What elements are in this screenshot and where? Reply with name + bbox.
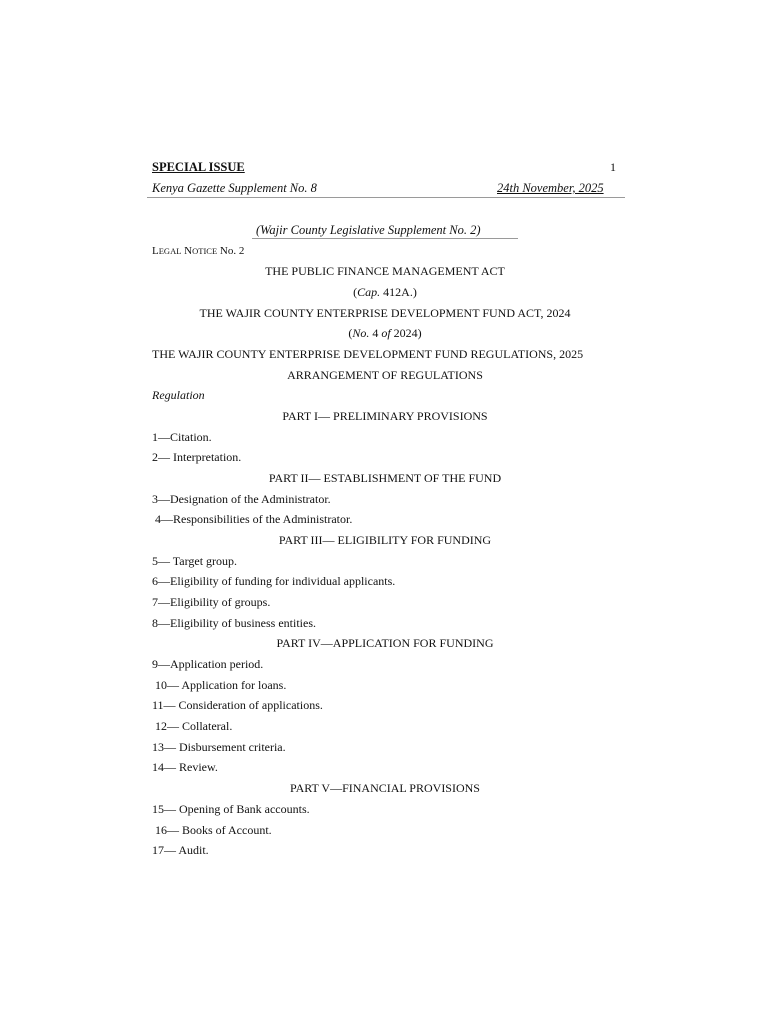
county-supplement-divider [252, 238, 518, 239]
regulation-item: 16— Books of Account. [155, 823, 272, 837]
regulation-item: 8—Eligibility of business entities. [152, 616, 316, 630]
regulation-item: 15— Opening of Bank accounts. [152, 802, 310, 816]
regulation-item: 9—Application period. [152, 657, 264, 671]
regulation-item: 2— Interpretation. [152, 450, 242, 464]
regulation-item: 5— Target group. [152, 554, 238, 568]
act-title-wajir-fund: THE WAJIR COUNTY ENTERPRISE DEVELOPMENT FUND ACT, 2024 [199, 306, 571, 320]
regulation-item: 4—Responsibilities of the Administrator. [155, 512, 353, 526]
regulation-item: 14— Review. [152, 760, 218, 774]
county-supplement-title: (Wajir County Legislative Supplement No. 2) [256, 223, 481, 237]
act-title-pfm: THE PUBLIC FINANCE MANAGEMENT ACT [265, 264, 505, 278]
gazette-supplement-title: Kenya Gazette Supplement No. 8 [152, 181, 317, 195]
regulation-item: 10— Application for loans. [155, 678, 287, 692]
regulation-item: 12— Collateral. [155, 719, 233, 733]
regulations-title: THE WAJIR COUNTY ENTERPRISE DEVELOPMENT FUND REGULATIONS, 2025 [152, 347, 584, 361]
legal-notice: LEGAL NOTICE No. 2 [152, 245, 245, 257]
act-number-reference: (No. 4 of 2024) [348, 326, 422, 340]
arrangement-heading: ARRANGEMENT OF REGULATIONS [287, 368, 483, 382]
part-heading: PART IV—APPLICATION FOR FUNDING [276, 636, 494, 650]
regulation-item: 1—Citation. [152, 430, 212, 444]
regulation-item: 6—Eligibility of funding for individual applicants. [152, 574, 396, 588]
regulation-column-label: Regulation [152, 388, 205, 402]
regulation-item: 3—Designation of the Administrator. [152, 492, 331, 506]
part-heading: PART I— PRELIMINARY PROVISIONS [282, 409, 488, 423]
regulation-item: 11— Consideration of applications. [152, 698, 323, 712]
regulation-item: 17— Audit. [152, 843, 209, 857]
regulation-item: 7—Eligibility of groups. [152, 595, 271, 609]
header-divider [147, 197, 625, 198]
page-number: 1 [610, 160, 616, 174]
part-heading: PART III— ELIGIBILITY FOR FUNDING [278, 533, 492, 547]
regulation-item: 13— Disbursement criteria. [152, 740, 286, 754]
part-heading: PART V—FINANCIAL PROVISIONS [290, 781, 480, 795]
special-issue-heading: SPECIAL ISSUE [152, 160, 245, 174]
gazette-date: 24th November, 2025 [497, 181, 604, 195]
cap-reference: (Cap. 412A.) [353, 285, 417, 299]
part-heading: PART II— ESTABLISHMENT OF THE FUND [268, 471, 502, 485]
